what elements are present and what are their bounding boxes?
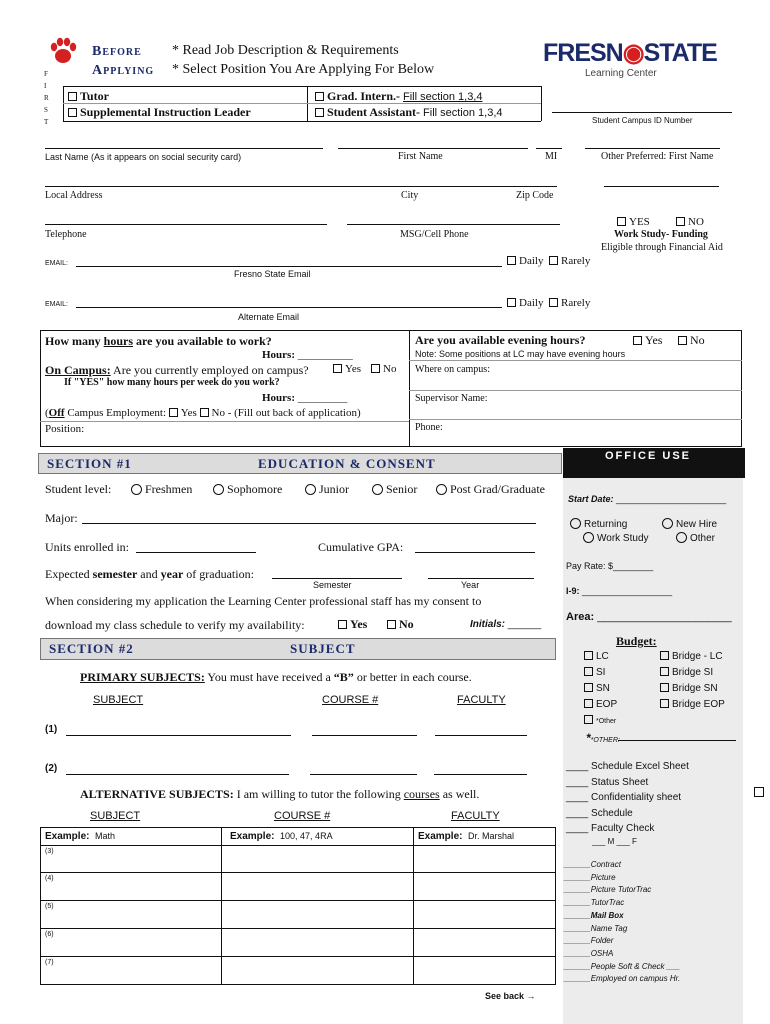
alt-email-daily[interactable]	[507, 297, 543, 309]
off-campus-yes-checkbox[interactable]	[169, 408, 178, 417]
email-label: EMAIL:	[45, 260, 68, 267]
budget-left-list	[584, 649, 617, 730]
first-letter: I	[44, 82, 47, 90]
section-2-title: SECTION #2	[49, 641, 134, 656]
evening-no[interactable]	[678, 333, 705, 348]
i9-field[interactable]: I-9: __________________	[566, 586, 673, 596]
office-use-header	[563, 448, 745, 478]
hours-label: Hours:	[262, 392, 295, 404]
section-1-subtitle: EDUCATION & CONSENT	[258, 456, 436, 471]
budget-bridge-sn[interactable]: Bridge SN	[660, 681, 725, 697]
daily-label: Daily	[519, 255, 544, 267]
evening-yes[interactable]	[633, 333, 662, 348]
tutor-label: Tutor	[80, 89, 109, 103]
position-grad-intern[interactable]	[315, 89, 482, 104]
units-label: Units enrolled in:	[45, 540, 129, 554]
new-hire-option[interactable]: New Hire	[662, 519, 717, 530]
yes-label: Yes	[345, 363, 362, 375]
units-input[interactable]	[136, 552, 256, 553]
level-sophomore[interactable]: Sophomore	[213, 482, 282, 497]
gender-field[interactable]: ___ M ___ F	[592, 837, 637, 846]
level-senior[interactable]: Senior	[372, 482, 417, 497]
consent-no[interactable]: No	[387, 617, 414, 632]
position-si-leader[interactable]	[68, 105, 251, 120]
eligible-label: Eligible through Financial Aid	[601, 242, 723, 253]
off-campus-question: (Off Campus Employment: Yes No - (Fill out back of application)	[45, 407, 361, 419]
primary-subjects-text: PRIMARY SUBJECTS: You must have received a “B” or better in each course.	[80, 670, 472, 684]
start-date-field[interactable]: Start Date: ______________________	[568, 494, 727, 504]
position-student-assistant[interactable]	[315, 105, 503, 120]
primary-row-2-label: (2)	[45, 763, 58, 774]
local-address-label: Local Address	[45, 190, 103, 201]
cell-label: MSG/Cell Phone	[400, 229, 469, 240]
si-label: Supplemental Instruction Leader	[80, 105, 251, 119]
paw-logo-icon	[48, 36, 78, 66]
rarely-checkbox[interactable]	[549, 298, 558, 307]
logo-learning-center: Learning Center	[585, 68, 657, 79]
checklist-item[interactable]: ____ Faculty Check	[566, 823, 655, 835]
checklist-item[interactable]: ____ Schedule	[566, 807, 633, 819]
budget-other[interactable]: *Other	[584, 713, 617, 730]
alt-row-4[interactable]: (4)	[45, 875, 54, 882]
alternate-email-label: Alternate Email	[238, 312, 300, 322]
major-input[interactable]	[82, 523, 536, 524]
where-campus-label: Where on campus:	[415, 364, 490, 375]
section-2-header	[40, 638, 556, 660]
work-study-yes-checkbox[interactable]	[617, 217, 626, 226]
example-subject: Example: Math	[45, 831, 116, 842]
office-item[interactable]: ______Picture	[564, 872, 616, 882]
semester-sublabel: Semester	[313, 580, 352, 590]
no-label: No	[383, 363, 397, 375]
phone-label: Phone:	[415, 422, 443, 433]
first-name-label: First Name	[398, 151, 443, 162]
office-item[interactable]: ______People Soft & Check ___	[564, 961, 681, 971]
fresno-email-label: Fresno State Email	[234, 269, 311, 279]
sa-checkbox[interactable]	[315, 108, 324, 117]
supervisor-label: Supervisor Name:	[415, 393, 488, 404]
position-label: Position:	[45, 423, 85, 435]
alt-email-label: EMAIL:	[45, 301, 68, 308]
office-item[interactable]: ______Name Tag	[564, 923, 628, 933]
consent-text-1: When considering my application the Learning Center professional staff has my consent to	[45, 594, 482, 608]
si-checkbox[interactable]	[68, 108, 77, 117]
logo-paw-icon: ◉	[622, 39, 644, 67]
alternative-subjects-table	[40, 827, 556, 985]
telephone-label: Telephone	[45, 229, 87, 240]
off-campus-no-checkbox[interactable]	[200, 408, 209, 417]
evening-note: Note: Some positions at LC may have evening hours	[415, 349, 626, 359]
checklist-item[interactable]: ____ Confidentiality sheet	[566, 792, 682, 804]
gpa-label: Cumulative GPA:	[318, 540, 404, 554]
alt-course-col-label: COURSE #	[274, 810, 331, 822]
subject-col-label: SUBJECT	[93, 694, 144, 706]
level-post-grad[interactable]: Post Grad/Graduate	[436, 482, 545, 497]
alt-row-3[interactable]: (3)	[45, 848, 54, 855]
office-item[interactable]: ______TutorTrac	[564, 898, 625, 908]
before-applying-title: Before Applying	[92, 44, 155, 78]
work-study-no-checkbox[interactable]	[676, 217, 685, 226]
hours-blank[interactable]: _________	[297, 392, 348, 404]
evening-yes-checkbox[interactable]	[633, 336, 642, 345]
office-item[interactable]: ______Picture TutorTrac	[564, 885, 652, 895]
hours-question: How many hours are you available to work?	[45, 334, 272, 348]
first-letter: S	[44, 106, 48, 114]
consent-yes[interactable]: Yes	[338, 617, 367, 632]
graduation-label: Expected semester and year of graduation:	[45, 567, 254, 581]
grad-checkbox[interactable]	[315, 92, 324, 101]
evening-question: Are you available evening hours?	[415, 333, 586, 347]
fresno-email-rarely[interactable]	[549, 255, 590, 267]
primary-subject-1[interactable]	[66, 735, 291, 736]
office-use-title: OFFICE USE	[605, 450, 692, 462]
budget-bridge-lc[interactable]: Bridge - LC	[660, 649, 725, 665]
initials-field[interactable]: Initials: ______	[470, 619, 542, 630]
alt-email-rarely[interactable]	[549, 297, 590, 309]
budget-bridge-si[interactable]: Bridge SI	[660, 665, 725, 681]
hours-field-2[interactable]	[262, 392, 347, 404]
yes-label: Yes	[645, 333, 663, 347]
alt-subject-col-label: SUBJECT	[90, 810, 141, 822]
other-preferred-label: Other Preferred: First Name	[601, 151, 714, 162]
hours-field[interactable]	[262, 349, 353, 361]
position-tutor[interactable]	[68, 89, 109, 104]
area-field[interactable]: Area: ______________________	[566, 611, 732, 623]
section-1-title: SECTION #1	[47, 456, 132, 471]
hours-blank[interactable]: __________	[297, 349, 353, 361]
first-vertical	[44, 68, 49, 128]
checklist-item[interactable]: ____ Status Sheet	[566, 776, 649, 788]
daily-checkbox[interactable]	[507, 298, 516, 307]
budget-label: Budget:	[616, 634, 657, 648]
budget-bridge-eop[interactable]: Bridge EOP	[660, 697, 725, 713]
alt-faculty-col-label: FACULTY	[451, 810, 500, 822]
year-sublabel: Year	[461, 580, 480, 590]
section-1-header	[38, 453, 562, 474]
mi-label: MI	[545, 151, 558, 162]
fresno-state-logo	[543, 38, 717, 68]
daily-checkbox[interactable]	[507, 256, 516, 265]
other-option[interactable]: Other	[676, 533, 715, 544]
office-item[interactable]: ______Mail Box	[564, 910, 624, 920]
level-junior[interactable]: Junior	[305, 482, 349, 497]
example-faculty: Example: Dr. Marshal	[418, 831, 515, 842]
logo-state: STATE	[643, 39, 717, 67]
instruction-1: * Read Job Description & Requirements	[172, 43, 399, 58]
no-label: No	[690, 333, 705, 347]
daily-label: Daily	[519, 297, 544, 309]
primary-course-2[interactable]	[310, 774, 417, 775]
level-freshmen[interactable]: Freshmen	[131, 482, 192, 497]
on-campus-no[interactable]	[371, 363, 396, 375]
no-label: NO	[688, 216, 704, 228]
budget-si[interactable]: SI	[584, 665, 617, 681]
pay-rate-field[interactable]: Pay Rate: $________	[566, 561, 654, 571]
checklist-item[interactable]: ____ Schedule Excel Sheet	[566, 761, 689, 772]
sa-fill-note: Fill section 1,3,4	[423, 107, 503, 119]
alternative-subjects-text: ALTERNATIVE SUBJECTS: I am willing to tutor the following courses as well.	[80, 787, 480, 801]
see-back-link[interactable]: See back →	[485, 991, 536, 1001]
office-item[interactable]: ______Folder	[564, 936, 614, 946]
alt-row-6[interactable]: (6)	[45, 931, 54, 938]
budget-sn[interactable]: SN	[584, 681, 617, 697]
logo-fresno: FRESN	[543, 39, 623, 67]
semester-input[interactable]	[272, 578, 402, 579]
consent-text-2: download my class schedule to verify my availability:	[45, 618, 305, 632]
first-letter: F	[44, 70, 48, 78]
primary-subject-2[interactable]	[66, 774, 289, 775]
student-id-label: Student Campus ID Number	[592, 116, 693, 125]
office-item[interactable]: ______Contract	[564, 860, 621, 869]
office-item[interactable]: ______OSHA	[564, 948, 614, 958]
work-study-option[interactable]: Work Study	[583, 533, 649, 544]
budget-right-list	[660, 649, 725, 713]
gpa-input[interactable]	[415, 552, 535, 553]
budget-eop[interactable]: EOP	[584, 697, 617, 713]
major-label: Major:	[45, 511, 78, 525]
section-2-subtitle: SUBJECT	[290, 641, 356, 656]
on-campus-yes[interactable]	[333, 363, 361, 375]
if-yes-hours: If "YES" how many hours per week do you work?	[64, 377, 280, 388]
instruction-2: * Select Position You Are Applying For Below	[172, 62, 435, 77]
example-course: Example: 100, 47, 4RA	[230, 831, 333, 842]
primary-faculty-2[interactable]	[434, 774, 527, 775]
city-label: City	[401, 190, 419, 201]
work-study-no[interactable]	[676, 216, 704, 228]
rarely-label: Rarely	[561, 297, 591, 309]
alt-row-7[interactable]: (7)	[45, 959, 54, 966]
office-items	[564, 859, 680, 986]
rarely-checkbox[interactable]	[549, 256, 558, 265]
primary-faculty-1[interactable]	[435, 735, 527, 736]
zip-label: Zip Code	[516, 190, 554, 201]
sa-label: Student Assistant-	[327, 105, 421, 119]
student-level-label: Student level:	[45, 482, 112, 496]
returning-option[interactable]: Returning	[570, 519, 627, 530]
other-budget-field[interactable]: **OTHER:	[586, 731, 620, 745]
fresno-email-daily[interactable]	[507, 255, 543, 267]
grad-fill-note: Fill section 1,3,4	[403, 91, 483, 103]
primary-row-1-label: (1)	[45, 724, 58, 735]
work-study-label: Work Study- Funding	[614, 229, 708, 240]
evening-no-checkbox[interactable]	[678, 336, 687, 345]
last-name-label: Last Name (As it appears on social security card)	[45, 152, 242, 162]
yes-label: YES	[629, 216, 650, 228]
rarely-label: Rarely	[561, 255, 591, 267]
faculty-col-label: FACULTY	[457, 694, 506, 706]
tutor-checkbox[interactable]	[68, 92, 77, 101]
on-campus-question: On Campus: Are you currently employed on campus?	[45, 363, 309, 377]
work-study-yes[interactable]	[617, 216, 650, 228]
budget-lc[interactable]: LC	[584, 649, 617, 665]
hours-label: Hours:	[262, 349, 295, 361]
on-campus-yes-checkbox[interactable]	[333, 364, 342, 373]
checklist	[566, 759, 689, 837]
stray-checkbox[interactable]	[754, 787, 767, 799]
course-col-label: COURSE #	[322, 694, 379, 706]
year-input[interactable]	[428, 578, 534, 579]
on-campus-no-checkbox[interactable]	[371, 364, 380, 373]
primary-course-1[interactable]	[312, 735, 417, 736]
first-letter: T	[44, 118, 49, 126]
grad-label: Grad. Intern.-	[327, 89, 400, 103]
first-letter: R	[44, 94, 49, 102]
alt-row-5[interactable]: (5)	[45, 903, 54, 910]
office-item[interactable]: ______Employed on campus Hr.	[564, 974, 681, 984]
